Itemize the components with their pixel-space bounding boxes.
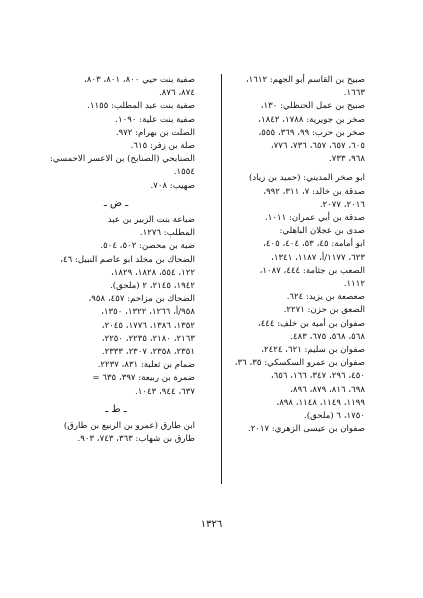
index-column-right [205, 74, 365, 436]
index-entry: صفوان بن أمية بن خلف: ٤٤٤، ٥٦٨، ٥٦٨، ٦٧٥، ٤٨٣. [257, 318, 365, 342]
section-heading-dad: ـ ض ـ [103, 197, 129, 209]
index-entry: صفية بنت عبد المطلب: ١١٥٥. [87, 101, 195, 112]
index-entry: صفية بنت حيي ٨٠٠، ٨٠١، ٨٠٣، ٨٧٤، ٨٧٦. [84, 75, 195, 99]
index-entry: ضمام بن ثعلبة: ٨٣١، ٢٢٣٧. [97, 360, 195, 371]
page-number: ١٣٢٦ [200, 519, 223, 530]
index-entry: صبيح بن القاسم أبو الجهم: ١٦١٢، ١٦٦٣. [245, 75, 365, 99]
index-entry: صدقة بن خالد: ٧، ٣١١، ٩٩٢، ٢٠١٦، ٢٠٧٧. [263, 186, 365, 210]
index-entry: الضحاك بن مزاحم: ٤٥٧، ٩٥٨، ٩٥٨/أ، ١٢٦٦، ١٣٢٢، ١٣٥٠، ١٣٥٢، ١٣٨٦، ١٧٧٦، ٢٠٤٥، ٢١٦٣، ٢١٨٠، ٢٢٣٥، ٢٢٥٠، ٢٣٥١، ٢٣٥٨، ٢٣٠٧، ٢٣٣٣. [88, 294, 195, 358]
index-entry: صدى بن عجلان الباهلي: [279, 226, 365, 237]
index-entry: الضحاك بن مخلد ابو عاصم النبيل: ٤٦، ١٢٢، ٥٥٤، ١٨٢٨، ١٨٢٩، ١٩٤٢، ٢١٤٥، ٢ (ملحق). [60, 254, 195, 292]
index-entry: الصعق بن حزن: ٢٢٧١. [283, 305, 365, 316]
index-entry: ضبة بن محصن: ٥٠٢، ٥٠٤. [100, 241, 195, 252]
index-entry: الصعب بن جثامة: ٤٤٤، ١٠٨٧، ١١١٢. [259, 265, 365, 290]
index-entry: صلة بن زفر: ٦١٥. [130, 141, 195, 152]
index-entry: صفوان بن عيسى الزهري: ٢٠١٧. [247, 424, 365, 435]
index-entry: ابن طارق (عمرو بن الربيع بن طارق) [63, 421, 195, 432]
index-entry: الصلت بن بهرام: ٩٧٢. [115, 127, 195, 138]
index-column-left [37, 74, 195, 446]
index-entry: صعصعة بن يزيد: ٦٢٤. [286, 292, 365, 303]
index-entry: صدقة بن أبي عمران: ١٠١١. [265, 213, 365, 224]
index-entry: الصنابحي (الصنابح) بن الاعسر الاحمسي: ١٥٥٤. [49, 154, 195, 178]
index-entry: صفية بنت علية: ١٠٩٠. [115, 114, 195, 125]
column-divider [221, 74, 222, 484]
index-entry: صفوان بن سليم: ٦٢١، ٢٤٢٤، [261, 345, 365, 356]
index-entry: صبيح بن عمل الحنظلي: ١٣٠، [260, 101, 365, 112]
index-entry: ابو أمامة: ٤٥، ٥٣، ٤٠٤، ٤٠٥، ٦٢٣، ١١٧٧/أ، ١١٨٧، ١٣٤١، [263, 239, 365, 263]
index-entry: صخر بن جويرية: ١٧٨٨، ١٨٤٢، [258, 114, 365, 125]
index-entry: ابو صخر المديني: (حميد بن زياد) [248, 173, 365, 184]
index-entry: ضمرة بن ربيعة: ٣٩٧، ٦٣٥ = ٦٣٧، ٩٤٤، ١٠٤٣. [92, 373, 195, 397]
index-entry: صهيب: ٧٠٨. [150, 180, 195, 191]
index-entry: صخر بن حرب: ٩٩، ٣٦٩، ٥٥٥، ٦٠٥، ٦٥٧، ٦٥٧، ٧٣٦، ٧٧٦، ٩٦٨، ٧٣٣. [258, 127, 365, 165]
section-heading-ta: ـ ط ـ [105, 403, 127, 415]
index-entry: طارق بن شهاب: ٣٦٣، ٧٤٣، ٩٠٣. [77, 434, 195, 445]
index-entry: ضباعة بنت الزبير بن عبد المطلب: ١٢٧٦. [107, 215, 195, 239]
index-entry: صفوان بن عمرو السكسكي: ٣٥، ٣٦، ٤٥٠، ٢٩٦، ٣٤٧، ١٦٦، ٦٥٦، ٦٩٨، ٨١٦، ٨٧٩، ٨٩٦، ١١٩٩، ١١٤٩، ١١٤٨، ٨٩٨، ١٧٥٠، ٦ (ملحق). [234, 358, 365, 422]
